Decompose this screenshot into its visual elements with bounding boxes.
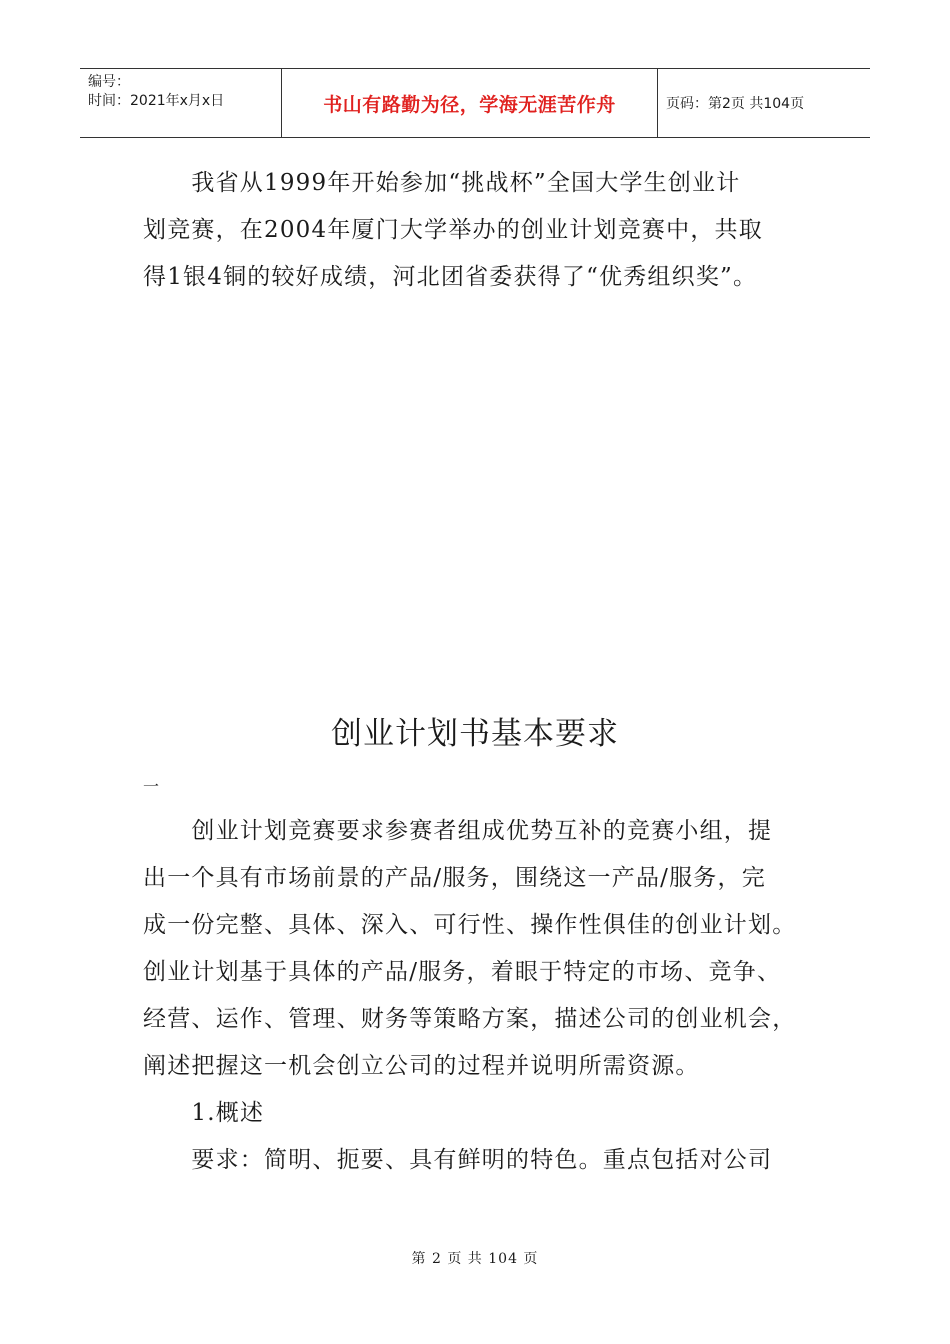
intro-line: 我省从1999年开始参加“挑战杯”全国大学生创业计	[143, 170, 741, 196]
header-page-info: 页码：第2页 共104页	[666, 96, 805, 112]
page-footer: 第 2 页 共 104 页	[411, 1251, 539, 1267]
requirements-line: 成一份完整、具体、深入、可行性、操作性俱佳的创业计划。	[143, 912, 797, 938]
requirements-line: 创业计划竞赛要求参赛者组成优势互补的竞赛小组，提	[143, 818, 773, 844]
item1-heading: 1.概述	[143, 1100, 265, 1126]
time-label: 时间：2021年x月x日	[88, 93, 225, 109]
requirements-line: 创业计划基于具体的产品/服务，着眼于特定的市场、竞争、	[143, 959, 782, 985]
document-header	[80, 68, 870, 138]
item1-text: 要求：简明、扼要、具有鲜明的特色。重点包括对公司	[143, 1147, 773, 1173]
header-meta-cell	[80, 69, 282, 137]
intro-paragraph	[143, 160, 823, 301]
header-motto: 书山有路勤为径，学海无涯苦作舟	[282, 69, 658, 137]
requirements-line: 经营、运作、管理、财务等策略方案，描述公司的创业机会，	[143, 1006, 797, 1032]
section-marker: 一	[143, 777, 160, 796]
number-label: 编号：	[88, 74, 130, 90]
intro-line: 得1银4铜的较好成绩，河北团省委获得了“优秀组织奖”。	[143, 264, 758, 290]
section-title: 创业计划书基本要求	[331, 716, 619, 752]
requirements-paragraph	[143, 808, 823, 1184]
requirements-line: 阐述把握这一机会创立公司的过程并说明所需资源。	[143, 1053, 700, 1079]
intro-line: 划竞赛，在2004年厦门大学举办的创业计划竞赛中，共取	[143, 217, 763, 243]
requirements-line: 出一个具有市场前景的产品/服务，围绕这一产品/服务，完	[143, 865, 766, 891]
